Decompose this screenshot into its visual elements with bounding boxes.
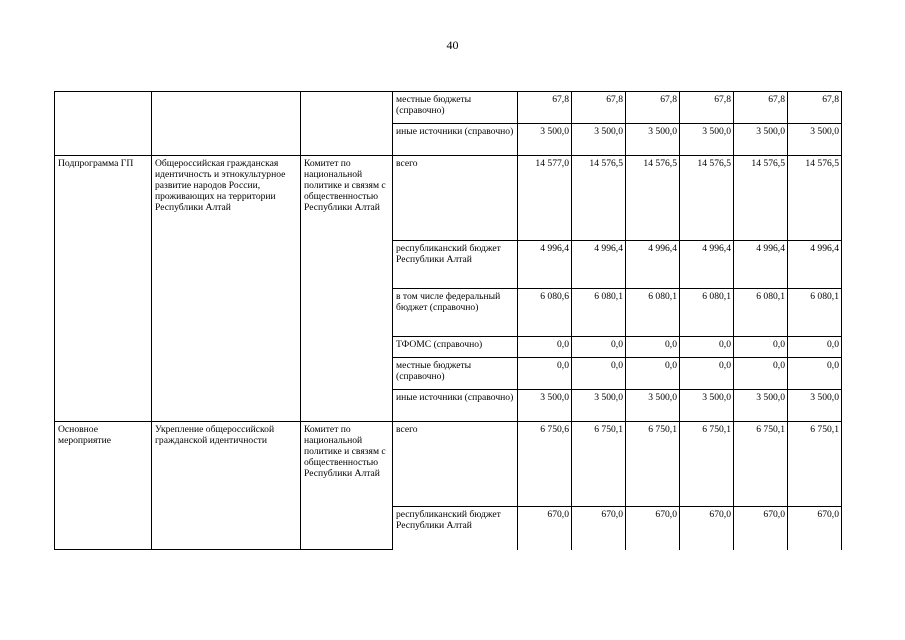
continued-executor-cell: [301, 92, 393, 156]
value-cell: 0,0: [518, 337, 572, 358]
activity-name-cell: Укрепление общероссийской гражданской идентичности: [152, 422, 301, 550]
source-label: в том числе федеральный бюджет (справочно): [393, 289, 518, 337]
value-cell: 6 080,1: [572, 289, 626, 337]
value-cell: 0,0: [626, 358, 680, 390]
value-cell: 67,8: [626, 92, 680, 124]
value-cell: 670,0: [680, 507, 734, 550]
value-cell: 4 996,4: [626, 241, 680, 289]
source-label: республиканский бюджет Республики Алтай: [393, 507, 518, 550]
program-name-cell: Общероссийская гражданская идентичность и этнокультурное развитие народов России, проживающих на территории Республики Алтай: [152, 156, 301, 422]
value-cell: 3 500,0: [626, 124, 680, 156]
value-cell: 3 500,0: [518, 124, 572, 156]
value-cell: 14 576,5: [626, 156, 680, 241]
value-cell: 6 080,1: [680, 289, 734, 337]
source-label: всего: [393, 422, 518, 507]
value-cell: 670,0: [734, 507, 788, 550]
program-executor-cell: Комитет по национальной политике и связям с общественностью Республики Алтай: [301, 156, 393, 422]
value-cell: 4 996,4: [734, 241, 788, 289]
value-cell: 670,0: [626, 507, 680, 550]
value-cell: 6 080,1: [734, 289, 788, 337]
value-cell: 4 996,4: [518, 241, 572, 289]
source-label: иные источники (справочно): [393, 124, 518, 156]
value-cell: 3 500,0: [734, 124, 788, 156]
value-cell: 14 576,5: [572, 156, 626, 241]
value-cell: 6 750,1: [680, 422, 734, 507]
value-cell: 14 576,5: [788, 156, 842, 241]
value-cell: 14 576,5: [680, 156, 734, 241]
value-cell: 0,0: [788, 358, 842, 390]
table-row: [55, 92, 842, 124]
value-cell: 0,0: [572, 337, 626, 358]
value-cell: 67,8: [572, 92, 626, 124]
value-cell: 3 500,0: [788, 390, 842, 422]
value-cell: 670,0: [518, 507, 572, 550]
value-cell: 3 500,0: [734, 390, 788, 422]
value-cell: 6 080,1: [788, 289, 842, 337]
page-number: 40: [446, 38, 459, 52]
source-label: местные бюджеты (справочно): [393, 92, 518, 124]
value-cell: 67,8: [518, 92, 572, 124]
value-cell: 6 750,6: [518, 422, 572, 507]
program-type-cell: Подпрограмма ГП: [55, 156, 152, 422]
value-cell: 670,0: [788, 507, 842, 550]
value-cell: 4 996,4: [788, 241, 842, 289]
value-cell: 3 500,0: [680, 390, 734, 422]
value-cell: 67,8: [734, 92, 788, 124]
value-cell: 670,0: [572, 507, 626, 550]
value-cell: 3 500,0: [572, 390, 626, 422]
continued-name-cell: [152, 92, 301, 156]
activity-type-cell: Основное мероприятие: [55, 422, 152, 550]
activity-executor-cell: Комитет по национальной политике и связям с общественностью Республики Алтай: [301, 422, 393, 550]
continued-type-cell: [55, 92, 152, 156]
value-cell: 6 080,6: [518, 289, 572, 337]
table-row: [55, 422, 842, 507]
value-cell: 3 500,0: [518, 390, 572, 422]
value-cell: 6 750,1: [572, 422, 626, 507]
source-label: ТФОМС (справочно): [393, 337, 518, 358]
value-cell: 67,8: [788, 92, 842, 124]
table-row: [55, 156, 842, 241]
value-cell: 3 500,0: [572, 124, 626, 156]
value-cell: 6 080,1: [626, 289, 680, 337]
value-cell: 3 500,0: [788, 124, 842, 156]
value-cell: 0,0: [788, 337, 842, 358]
value-cell: 6 750,1: [734, 422, 788, 507]
value-cell: 0,0: [518, 358, 572, 390]
value-cell: 14 577,0: [518, 156, 572, 241]
value-cell: 0,0: [680, 358, 734, 390]
value-cell: 14 576,5: [734, 156, 788, 241]
value-cell: 0,0: [572, 358, 626, 390]
source-label: местные бюджеты (справочно): [393, 358, 518, 390]
value-cell: 0,0: [680, 337, 734, 358]
budget-table: [54, 91, 842, 550]
value-cell: 3 500,0: [626, 390, 680, 422]
source-label: всего: [393, 156, 518, 241]
value-cell: 4 996,4: [572, 241, 626, 289]
source-label: иные источники (справочно): [393, 390, 518, 422]
value-cell: 6 750,1: [788, 422, 842, 507]
value-cell: 67,8: [680, 92, 734, 124]
value-cell: 3 500,0: [680, 124, 734, 156]
value-cell: 0,0: [626, 337, 680, 358]
value-cell: 4 996,4: [680, 241, 734, 289]
value-cell: 0,0: [734, 358, 788, 390]
value-cell: 6 750,1: [626, 422, 680, 507]
source-label: республиканский бюджет Республики Алтай: [393, 241, 518, 289]
value-cell: 0,0: [734, 337, 788, 358]
